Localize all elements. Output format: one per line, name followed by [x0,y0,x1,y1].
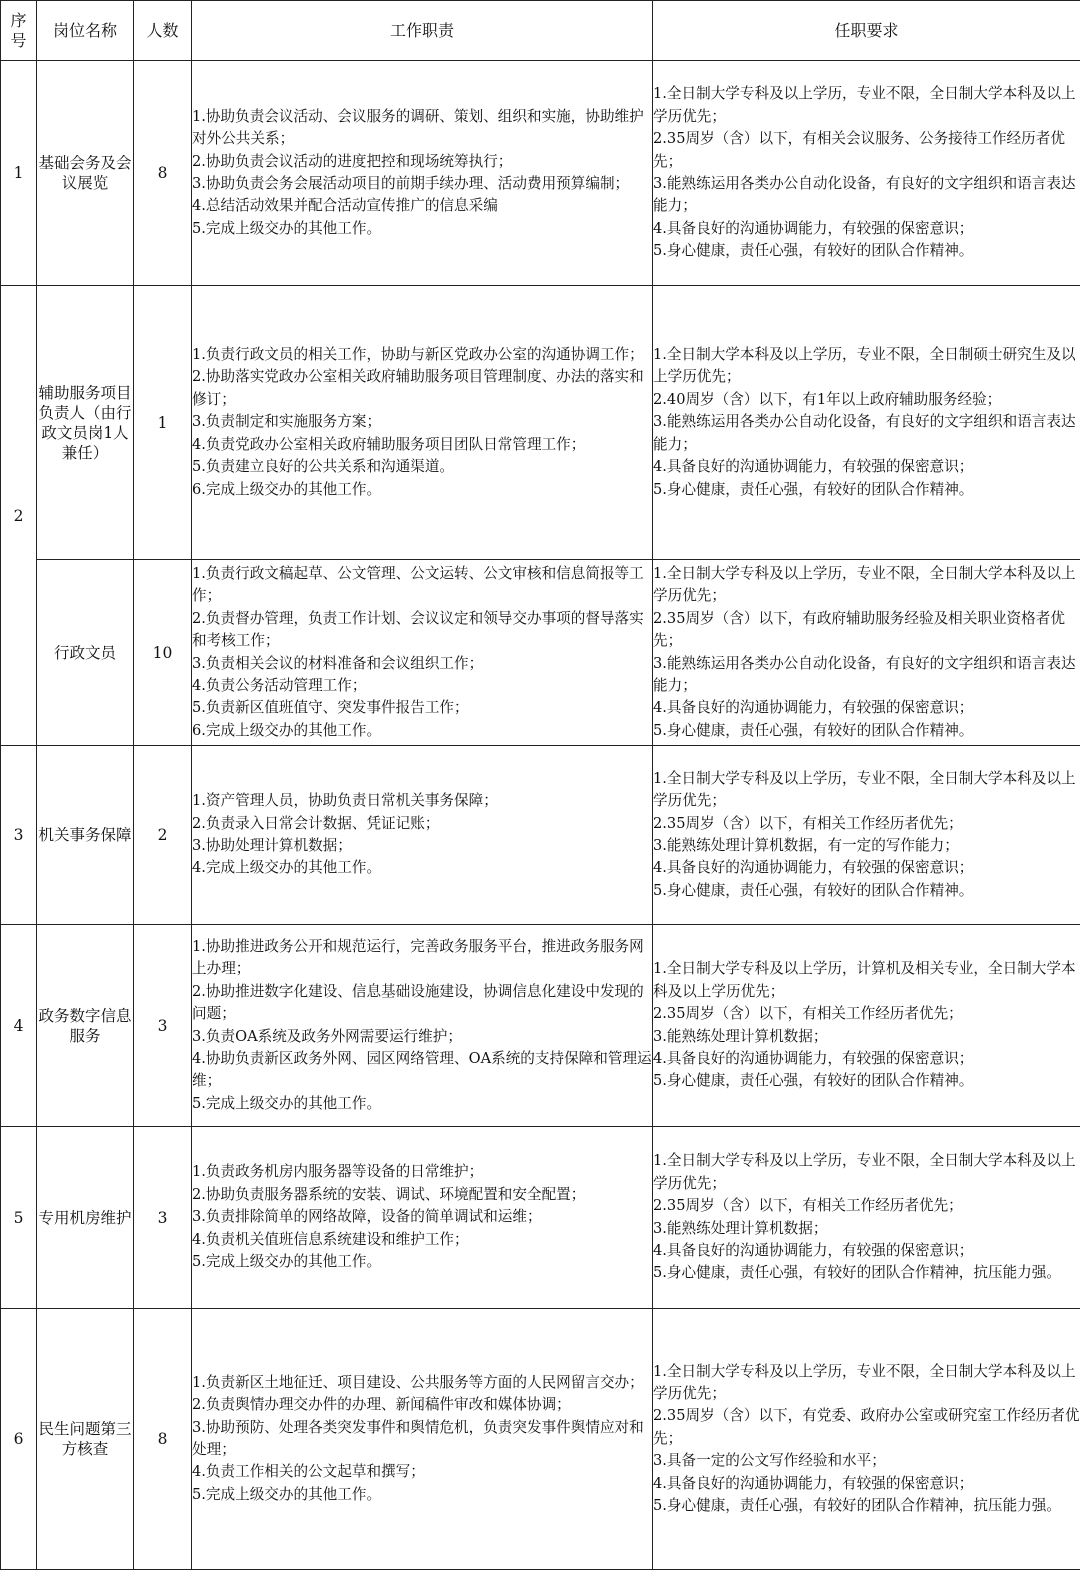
job-count: 3 [134,925,192,1127]
duty-item: 3.负责OA系统及政务外网需要运行维护； [192,1026,652,1048]
requirement-item: 3.能熟练处理计算机数据； [653,1026,1080,1048]
requirement-item: 2.35周岁（含）以下，有党委、政府办公室或研究室工作经历者优先； [653,1405,1080,1450]
job-title: 机关事务保障 [37,746,134,925]
duty-item: 4.负责机关值班信息系统建设和维护工作； [192,1229,652,1251]
duty-item: 2.协助落实党政办公室相关政府辅助服务项目管理制度、办法的落实和修订； [192,366,652,411]
job-duties [192,286,653,560]
duty-item: 3.协助负责会务会展活动项目的前期手续办理、活动费用预算编制； [192,173,652,195]
duty-item: 5.完成上级交办的其他工作。 [192,1093,652,1115]
header-requirements: 任职要求 [653,1,1080,61]
job-title: 政务数字信息服务 [37,925,134,1127]
requirement-item: 1.全日制大学专科及以上学历，专业不限，全日制大学本科及以上学历优先； [653,83,1080,128]
duty-item: 1.协助负责会议活动、会议服务的调研、策划、组织和实施，协助维护对外公共关系； [192,106,652,151]
duty-item: 1.负责新区土地征迁、项目建设、公共服务等方面的人民网留言交办； [192,1372,652,1394]
job-requirements [653,746,1080,925]
header-title: 岗位名称 [37,1,134,61]
duty-item: 1.负责政务机房内服务器等设备的日常维护； [192,1161,652,1183]
requirement-item: 4.具备良好的沟通协调能力，有较强的保密意识； [653,857,1080,879]
requirement-item: 2.35周岁（含）以下，有相关工作经历者优先； [653,1195,1080,1217]
table-row [1,925,1080,1127]
requirement-item: 1.全日制大学专科及以上学历，专业不限，全日制大学本科及以上学历优先； [653,1361,1080,1406]
job-duties [192,61,653,286]
header-index: 序号 [1,1,37,61]
table-row [1,1127,1080,1309]
job-requirements [653,1309,1080,1570]
job-title: 专用机房维护 [37,1127,134,1309]
job-duties [192,1127,653,1309]
duty-item: 2.负责督办管理，负责工作计划、会议议定和领导交办事项的督导落实和考核工作； [192,608,652,653]
requirement-item: 2.35周岁（含）以下，有相关会议服务、公务接待工作经历者优先； [653,128,1080,173]
requirement-item: 1.全日制大学专科及以上学历，专业不限，全日制大学本科及以上学历优先； [653,563,1080,608]
requirement-item: 4.具备良好的沟通协调能力，有较强的保密意识； [653,1240,1080,1262]
row-index: 5 [1,1127,37,1309]
job-requirements [653,286,1080,560]
duty-item: 1.负责行政文员的相关工作，协助与新区党政办公室的沟通协调工作； [192,344,652,366]
duty-item: 4.负责党政办公室相关政府辅助服务项目团队日常管理工作； [192,434,652,456]
job-requirements [653,1127,1080,1309]
job-title: 行政文员 [37,560,134,746]
duty-item: 3.负责制定和实施服务方案； [192,411,652,433]
requirement-item: 3.能熟练处理计算机数据，有一定的写作能力； [653,835,1080,857]
duty-item: 1.资产管理人员，协助负责日常机关事务保障； [192,790,652,812]
header-row [1,1,1080,61]
requirement-item: 5.身心健康，责任心强，有较好的团队合作精神。 [653,880,1080,902]
requirement-item: 3.能熟练运用各类办公自动化设备，有良好的文字组织和语言表达能力； [653,653,1080,698]
header-count: 人数 [134,1,192,61]
requirement-item: 4.具备良好的沟通协调能力，有较强的保密意识； [653,456,1080,478]
duty-item: 2.负责舆情办理交办件的办理、新闻稿件审改和媒体协调； [192,1394,652,1416]
job-duties [192,925,653,1127]
duty-item: 4.负责公务活动管理工作； [192,675,652,697]
requirement-item: 5.身心健康，责任心强，有较好的团队合作精神。 [653,479,1080,501]
duty-item: 5.完成上级交办的其他工作。 [192,1484,652,1506]
duty-item: 1.协助推进政务公开和规范运行，完善政务服务平台，推进政务服务网上办理； [192,936,652,981]
job-title: 民生问题第三方核查 [37,1309,134,1570]
duty-item: 5.负责新区值班值守、突发事件报告工作； [192,697,652,719]
row-index: 1 [1,61,37,286]
requirement-item: 2.35周岁（含）以下，有政府辅助服务经验及相关职业资格者优先； [653,608,1080,653]
job-count: 8 [134,1309,192,1570]
duty-item: 4.总结活动效果并配合活动宣传推广的信息采编 [192,195,652,217]
job-count: 1 [134,286,192,560]
requirement-item: 4.具备良好的沟通协调能力，有较强的保密意识； [653,697,1080,719]
duty-item: 1.负责行政文稿起草、公文管理、公文运转、公文审核和信息简报等工作； [192,563,652,608]
requirement-item: 1.全日制大学专科及以上学历，专业不限，全日制大学本科及以上学历优先； [653,1150,1080,1195]
job-count: 8 [134,61,192,286]
duty-item: 3.负责排除简单的网络故障，设备的简单调试和运维； [192,1206,652,1228]
job-count: 3 [134,1127,192,1309]
duty-item: 4.协助负责新区政务外网、园区网络管理、OA系统的支持保障和管理运维； [192,1048,652,1093]
duty-item: 2.协助负责服务器系统的安装、调试、环境配置和安全配置； [192,1184,652,1206]
requirement-item: 5.身心健康，责任心强，有较好的团队合作精神。 [653,1070,1080,1092]
duty-item: 4.完成上级交办的其他工作。 [192,857,652,879]
requirement-item: 5.身心健康，责任心强，有较好的团队合作精神，抗压能力强。 [653,1262,1080,1284]
job-count: 2 [134,746,192,925]
job-title: 辅助服务项目负责人（由行政文员岗1人兼任） [37,286,134,560]
duty-item: 4.负责工作相关的公文起草和撰写； [192,1461,652,1483]
requirement-item: 1.全日制大学专科及以上学历，计算机及相关专业，全日制大学本科及以上学历优先； [653,958,1080,1003]
requirement-item: 3.能熟练处理计算机数据； [653,1218,1080,1240]
job-duties [192,746,653,925]
duty-item: 3.协助预防、处理各类突发事件和舆情危机，负责突发事件舆情应对和处理； [192,1417,652,1462]
duty-item: 5.完成上级交办的其他工作。 [192,218,652,240]
requirement-item: 2.35周岁（含）以下，有相关工作经历者优先； [653,1003,1080,1025]
table-row [1,746,1080,925]
job-requirements [653,560,1080,746]
table-row [1,286,1080,560]
duty-item: 2.负责录入日常会计数据、凭证记账； [192,813,652,835]
row-index: 6 [1,1309,37,1570]
job-requirements [653,925,1080,1127]
row-index: 3 [1,746,37,925]
job-duties [192,1309,653,1570]
requirement-item: 3.具备一定的公文写作经验和水平； [653,1450,1080,1472]
job-requirements [653,61,1080,286]
requirement-item: 4.具备良好的沟通协调能力，有较强的保密意识； [653,218,1080,240]
job-title: 基础会务及会议展览 [37,61,134,286]
duty-item: 2.协助推进数字化建设、信息基础设施建设，协调信息化建设中发现的问题； [192,981,652,1026]
duty-item: 2.协助负责会议活动的进度把控和现场统筹执行； [192,151,652,173]
duty-item: 5.完成上级交办的其他工作。 [192,1251,652,1273]
requirement-item: 3.能熟练运用各类办公自动化设备，有良好的文字组织和语言表达能力； [653,173,1080,218]
requirement-item: 1.全日制大学本科及以上学历，专业不限，全日制硕士研究生及以上学历优先； [653,344,1080,389]
requirement-item: 1.全日制大学专科及以上学历，专业不限，全日制大学本科及以上学历优先； [653,768,1080,813]
requirement-item: 4.具备良好的沟通协调能力，有较强的保密意识； [653,1048,1080,1070]
duty-item: 5.负责建立良好的公共关系和沟通渠道。 [192,456,652,478]
duty-item: 3.负责相关会议的材料准备和会议组织工作； [192,653,652,675]
row-index: 4 [1,925,37,1127]
duty-item: 6.完成上级交办的其他工作。 [192,720,652,742]
requirement-item: 2.40周岁（含）以下，有1年以上政府辅助服务经验； [653,389,1080,411]
job-count: 10 [134,560,192,746]
row-index: 2 [1,286,37,746]
requirement-item: 4.具备良好的沟通协调能力，有较强的保密意识； [653,1473,1080,1495]
requirement-item: 5.身心健康，责任心强，有较好的团队合作精神，抗压能力强。 [653,1495,1080,1517]
header-duties: 工作职责 [192,1,653,61]
duty-item: 3.协助处理计算机数据； [192,835,652,857]
job-duties [192,560,653,746]
table-row [1,560,1080,746]
requirement-item: 2.35周岁（含）以下，有相关工作经历者优先； [653,813,1080,835]
duty-item: 6.完成上级交办的其他工作。 [192,479,652,501]
requirement-item: 3.能熟练运用各类办公自动化设备，有良好的文字组织和语言表达能力； [653,411,1080,456]
table-row [1,61,1080,286]
table-row [1,1309,1080,1570]
requirement-item: 5.身心健康，责任心强，有较好的团队合作精神。 [653,720,1080,742]
requirement-item: 5.身心健康，责任心强，有较好的团队合作精神。 [653,240,1080,262]
